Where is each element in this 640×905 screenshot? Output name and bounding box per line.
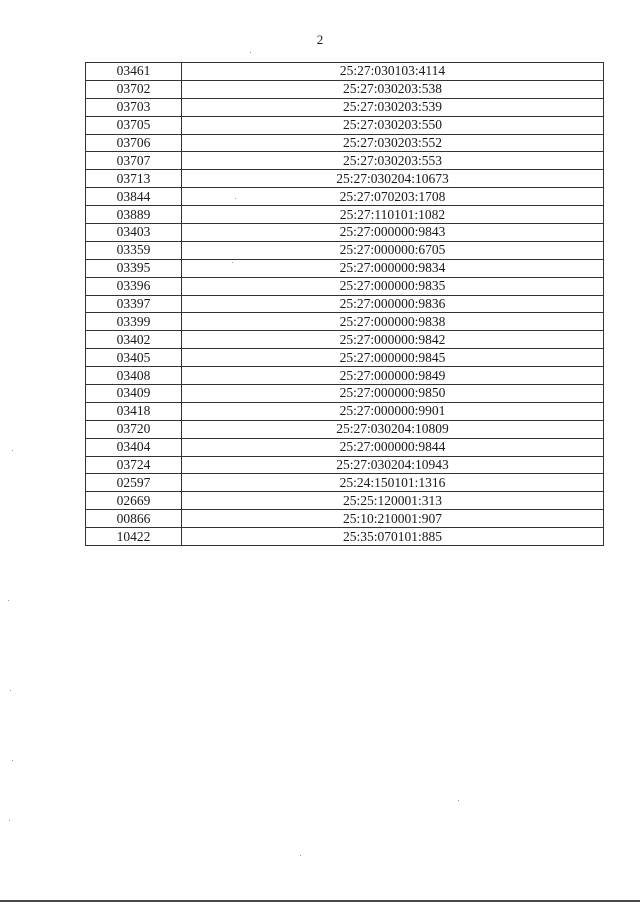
table-body <box>86 63 604 546</box>
cadastral-number-cell: 25:27:000000:6705 <box>182 241 604 259</box>
code-cell: 03702 <box>86 80 182 98</box>
table-row <box>86 528 604 546</box>
table-row <box>86 510 604 528</box>
cadastral-number-cell: 25:27:000000:9836 <box>182 295 604 313</box>
scan-speck <box>458 800 459 801</box>
table-row <box>86 259 604 277</box>
cadastral-number-cell: 25:27:070203:1708 <box>182 188 604 206</box>
table-row <box>86 420 604 438</box>
scan-speck <box>300 855 301 856</box>
code-cell: 03396 <box>86 277 182 295</box>
cadastral-number-cell: 25:27:000000:9849 <box>182 367 604 385</box>
table-row <box>86 152 604 170</box>
cadastral-number-cell: 25:27:030204:10673 <box>182 170 604 188</box>
table-row <box>86 188 604 206</box>
scan-speck <box>12 450 13 451</box>
table-row <box>86 277 604 295</box>
code-cell: 03713 <box>86 170 182 188</box>
cadastral-number-cell: 25:27:000000:9843 <box>182 224 604 242</box>
code-cell: 03395 <box>86 259 182 277</box>
bottom-edge-line <box>0 900 640 902</box>
code-cell: 03889 <box>86 206 182 224</box>
code-cell: 03409 <box>86 385 182 403</box>
table-row <box>86 241 604 259</box>
cadastral-number-cell: 25:27:000000:9844 <box>182 438 604 456</box>
code-cell: 03359 <box>86 241 182 259</box>
table-row <box>86 134 604 152</box>
cadastral-number-cell: 25:27:000000:9850 <box>182 385 604 403</box>
cadastral-number-cell: 25:27:030204:10809 <box>182 420 604 438</box>
code-cell: 03405 <box>86 349 182 367</box>
code-cell: 03404 <box>86 438 182 456</box>
code-cell: 10422 <box>86 528 182 546</box>
cadastral-number-cell: 25:27:030204:10943 <box>182 456 604 474</box>
table-row <box>86 63 604 81</box>
code-cell: 03418 <box>86 402 182 420</box>
code-cell: 03706 <box>86 134 182 152</box>
table-row <box>86 385 604 403</box>
cadastral-number-cell: 25:27:030203:539 <box>182 98 604 116</box>
table-row <box>86 456 604 474</box>
cadastral-number-cell: 25:10:210001:907 <box>182 510 604 528</box>
scan-speck <box>8 600 9 601</box>
cadastral-number-cell: 25:27:110101:1082 <box>182 206 604 224</box>
table-row <box>86 116 604 134</box>
code-cell: 03724 <box>86 456 182 474</box>
code-cell: 03399 <box>86 313 182 331</box>
code-cell: 03703 <box>86 98 182 116</box>
code-cell: 03461 <box>86 63 182 81</box>
table-row <box>86 170 604 188</box>
cadastral-number-cell: 25:27:000000:9845 <box>182 349 604 367</box>
code-cell: 03844 <box>86 188 182 206</box>
code-cell: 02669 <box>86 492 182 510</box>
cadastral-number-cell: 25:27:000000:9901 <box>182 402 604 420</box>
scan-speck <box>250 52 251 53</box>
code-cell: 02597 <box>86 474 182 492</box>
table-row <box>86 313 604 331</box>
table-row <box>86 98 604 116</box>
cadastral-number-cell: 25:27:030203:550 <box>182 116 604 134</box>
cadastral-number-cell: 25:25:120001:313 <box>182 492 604 510</box>
code-cell: 03720 <box>86 420 182 438</box>
cadastral-number-cell: 25:27:030203:538 <box>182 80 604 98</box>
table-row <box>86 349 604 367</box>
table-row <box>86 224 604 242</box>
table-row <box>86 438 604 456</box>
table-row <box>86 295 604 313</box>
table-row <box>86 402 604 420</box>
cadastral-number-cell: 25:27:000000:9838 <box>182 313 604 331</box>
cadastral-number-cell: 25:27:030203:552 <box>182 134 604 152</box>
scan-speck <box>9 820 10 821</box>
table-row <box>86 80 604 98</box>
code-cell: 03705 <box>86 116 182 134</box>
code-cell: 00866 <box>86 510 182 528</box>
scan-speck <box>232 262 233 263</box>
cadastral-number-cell: 25:27:030103:4114 <box>182 63 604 81</box>
cadastral-number-cell: 25:27:000000:9834 <box>182 259 604 277</box>
cadastral-number-cell: 25:27:000000:9835 <box>182 277 604 295</box>
table-row <box>86 492 604 510</box>
scan-speck <box>10 690 11 691</box>
table-row <box>86 367 604 385</box>
table-row <box>86 206 604 224</box>
code-cell: 03397 <box>86 295 182 313</box>
registry-table <box>85 62 604 546</box>
table-row <box>86 474 604 492</box>
code-cell: 03707 <box>86 152 182 170</box>
scan-speck <box>235 198 236 199</box>
cadastral-number-cell: 25:24:150101:1316 <box>182 474 604 492</box>
table-row <box>86 331 604 349</box>
code-cell: 03408 <box>86 367 182 385</box>
code-cell: 03403 <box>86 224 182 242</box>
scan-speck <box>12 760 13 761</box>
code-cell: 03402 <box>86 331 182 349</box>
cadastral-number-cell: 25:27:000000:9842 <box>182 331 604 349</box>
page-number: 2 <box>316 32 324 47</box>
cadastral-number-cell: 25:35:070101:885 <box>182 528 604 546</box>
cadastral-number-cell: 25:27:030203:553 <box>182 152 604 170</box>
